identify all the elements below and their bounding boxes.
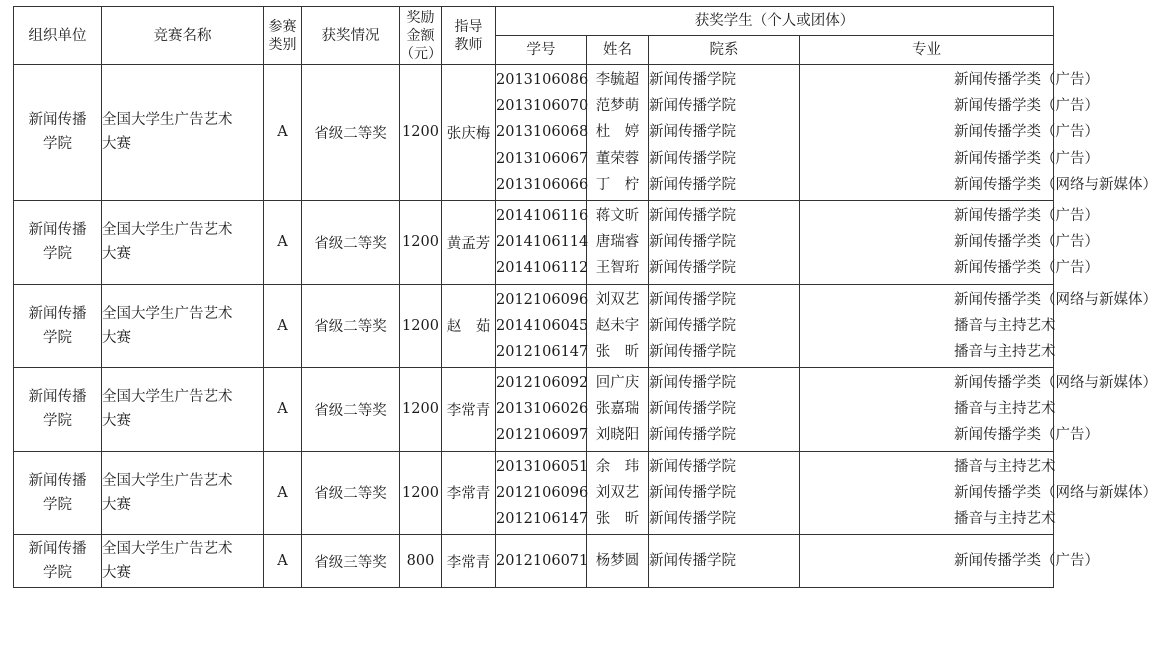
student-name-cell <box>587 451 649 535</box>
competition-line1: 全国大学生广告艺术 <box>102 222 233 239</box>
student-id-cell <box>496 284 587 368</box>
competition-line2: 大赛 <box>102 413 131 430</box>
department-cell <box>649 451 800 535</box>
student-department: 新闻传播学院 <box>649 401 736 418</box>
student-name-cell <box>587 65 649 201</box>
org-cell <box>14 200 102 284</box>
student-department: 新闻传播学院 <box>649 511 736 527</box>
header-teacher-line2: 教师 <box>454 36 483 53</box>
org-line2: 学院 <box>43 413 72 430</box>
competition-line1: 全国大学生广告艺术 <box>102 472 233 489</box>
awards-sheet <box>13 6 1157 588</box>
student-id-cell <box>496 451 587 535</box>
student-name: 李毓超 <box>595 72 640 88</box>
student-department: 新闻传播学院 <box>649 98 736 115</box>
competition-cell <box>102 451 264 535</box>
student-major: 新闻传播学类（网络与新媒体） <box>954 176 1157 193</box>
amount-cell: 1200 <box>400 65 442 201</box>
header-teacher <box>442 7 496 65</box>
student-name: 张嘉瑞 <box>595 401 640 418</box>
department-cell <box>649 200 800 284</box>
student-major: 播音与主持艺术 <box>954 401 1056 418</box>
student-major: 播音与主持艺术 <box>954 511 1056 527</box>
header-amount-line2: 金额 <box>406 27 435 44</box>
major-cell <box>800 65 1157 201</box>
category-cell: A <box>264 200 302 284</box>
student-id: 2012106096 <box>496 291 589 308</box>
competition-cell <box>102 535 264 588</box>
student-name: 杜 婷 <box>595 124 640 141</box>
student-department: 新闻传播学院 <box>649 458 736 475</box>
student-major: 新闻传播学类（广告） <box>954 207 1099 224</box>
department-cell <box>649 535 800 588</box>
award-cell: 省级二等奖 <box>302 200 400 284</box>
org-cell <box>14 451 102 535</box>
student-id-cell <box>496 200 587 284</box>
major-cell <box>800 368 1157 452</box>
table-row <box>14 65 1054 201</box>
student-department: 新闻传播学院 <box>649 72 736 88</box>
table-row <box>14 368 1054 452</box>
student-id: 2014106116 <box>496 207 589 224</box>
competition-line2: 大赛 <box>102 496 131 513</box>
student-id: 2012106147 <box>496 511 589 527</box>
major-cell <box>800 451 1157 535</box>
category-cell: A <box>264 451 302 535</box>
table-row <box>14 200 1054 284</box>
category-cell: A <box>264 65 302 201</box>
student-id: 2012106092 <box>496 375 589 392</box>
student-name: 刘双艺 <box>595 291 640 308</box>
teacher-cell: 黄孟芳 <box>442 200 496 284</box>
student-id: 2013106066 <box>496 176 589 193</box>
header-category <box>264 7 302 65</box>
student-id: 2012106096 <box>496 484 589 501</box>
student-name: 董荣蓉 <box>595 150 640 167</box>
student-department: 新闻传播学院 <box>649 291 736 308</box>
student-department: 新闻传播学院 <box>649 375 736 392</box>
org-cell <box>14 65 102 201</box>
student-id: 2014106045 <box>496 317 589 334</box>
org-cell <box>14 535 102 588</box>
student-major: 新闻传播学类（广告） <box>954 72 1099 88</box>
header-category-line1: 参赛 <box>268 18 297 35</box>
student-major: 新闻传播学类（广告） <box>954 553 1099 570</box>
major-cell <box>800 284 1157 368</box>
header-student-id: 学号 <box>496 36 587 65</box>
category-cell: A <box>264 368 302 452</box>
header-students: 获奖学生（个人或团体） <box>496 7 1054 36</box>
org-line1: 新闻传播 <box>28 389 87 406</box>
student-id-cell <box>496 368 587 452</box>
student-department: 新闻传播学院 <box>649 427 736 444</box>
student-name-cell <box>587 200 649 284</box>
competition-line1: 全国大学生广告艺术 <box>102 541 233 558</box>
competition-line1: 全国大学生广告艺术 <box>102 389 233 406</box>
competition-line2: 大赛 <box>102 565 131 582</box>
student-department: 新闻传播学院 <box>649 150 736 167</box>
student-name: 张 昕 <box>595 343 640 360</box>
competition-line2: 大赛 <box>102 136 131 153</box>
student-id: 2014106114 <box>496 234 589 251</box>
competition-line2: 大赛 <box>102 329 131 346</box>
org-line2: 学院 <box>43 136 72 153</box>
student-major: 播音与主持艺术 <box>954 458 1056 475</box>
student-id: 2013106070 <box>496 98 589 115</box>
student-department: 新闻传播学院 <box>649 260 736 277</box>
student-id: 2013106068 <box>496 124 589 141</box>
student-id: 2014106112 <box>496 260 589 277</box>
teacher-cell: 李常青 <box>442 451 496 535</box>
table-row <box>14 535 1054 588</box>
student-name: 赵未宇 <box>595 317 640 334</box>
student-major: 新闻传播学类（网络与新媒体） <box>954 291 1157 308</box>
student-name: 刘双艺 <box>595 484 640 501</box>
student-name: 刘晓阳 <box>595 427 640 444</box>
student-name: 丁 柠 <box>595 176 640 193</box>
org-line1: 新闻传播 <box>28 541 87 558</box>
org-line2: 学院 <box>43 565 72 582</box>
table-row <box>14 451 1054 535</box>
competition-cell <box>102 200 264 284</box>
student-major: 播音与主持艺术 <box>954 343 1056 360</box>
student-name: 杨梦圆 <box>595 553 640 570</box>
award-cell: 省级二等奖 <box>302 284 400 368</box>
student-department: 新闻传播学院 <box>649 484 736 501</box>
header-teacher-line1: 指导 <box>454 18 483 35</box>
header-competition: 竞赛名称 <box>102 7 264 65</box>
org-line2: 学院 <box>43 496 72 513</box>
department-cell <box>649 368 800 452</box>
student-name: 王智珩 <box>595 260 640 277</box>
table-row <box>14 284 1054 368</box>
student-id: 2012106147 <box>496 343 589 360</box>
award-cell: 省级三等奖 <box>302 535 400 588</box>
amount-cell: 1200 <box>400 451 442 535</box>
table-header <box>14 7 1054 65</box>
student-department: 新闻传播学院 <box>649 343 736 360</box>
student-major: 新闻传播学类（网络与新媒体） <box>954 375 1157 392</box>
student-name: 唐瑞睿 <box>595 234 640 251</box>
header-name: 姓名 <box>587 36 649 65</box>
student-name-cell <box>587 368 649 452</box>
header-amount-line3: （元） <box>400 45 442 62</box>
student-id: 2013106067 <box>496 150 589 167</box>
student-id-cell <box>496 535 587 588</box>
org-line2: 学院 <box>43 329 72 346</box>
competition-cell <box>102 368 264 452</box>
competition-cell <box>102 65 264 201</box>
student-name: 张 昕 <box>595 511 640 527</box>
major-cell <box>800 535 1099 588</box>
competition-cell <box>102 284 264 368</box>
student-name: 余 玮 <box>595 458 640 475</box>
department-cell <box>649 65 800 201</box>
amount-cell: 1200 <box>400 200 442 284</box>
header-amount <box>400 7 442 65</box>
student-id: 2012106071 <box>496 553 589 570</box>
student-id: 2013106086 <box>496 72 589 88</box>
student-id: 2013106051 <box>496 458 589 475</box>
header-award: 获奖情况 <box>302 7 400 65</box>
teacher-cell: 李常青 <box>442 535 496 588</box>
student-department: 新闻传播学院 <box>649 207 736 224</box>
competition-line1: 全国大学生广告艺术 <box>102 112 233 129</box>
org-line1: 新闻传播 <box>28 112 87 129</box>
major-cell <box>800 200 1099 284</box>
awards-table <box>13 6 1157 588</box>
category-cell: A <box>264 284 302 368</box>
header-major: 专业 <box>800 36 1054 65</box>
amount-cell: 1200 <box>400 368 442 452</box>
student-major: 新闻传播学类（广告） <box>954 124 1099 141</box>
student-department: 新闻传播学院 <box>649 553 736 570</box>
student-department: 新闻传播学院 <box>649 176 736 193</box>
header-department: 院系 <box>649 36 800 65</box>
student-major: 新闻传播学类（广告） <box>954 427 1099 444</box>
student-department: 新闻传播学院 <box>649 317 736 334</box>
student-name-cell <box>587 284 649 368</box>
student-name: 回广庆 <box>595 375 640 392</box>
org-line1: 新闻传播 <box>28 222 87 239</box>
award-cell: 省级二等奖 <box>302 65 400 201</box>
student-id: 2012106097 <box>496 427 589 444</box>
student-department: 新闻传播学院 <box>649 124 736 141</box>
amount-cell: 1200 <box>400 284 442 368</box>
student-major: 新闻传播学类（网络与新媒体） <box>954 484 1157 501</box>
header-org: 组织单位 <box>14 7 102 65</box>
category-cell: A <box>264 535 302 588</box>
award-cell: 省级二等奖 <box>302 451 400 535</box>
student-name-cell <box>587 535 649 588</box>
org-cell <box>14 284 102 368</box>
department-cell <box>649 284 800 368</box>
award-cell: 省级二等奖 <box>302 368 400 452</box>
student-major: 新闻传播学类（广告） <box>954 260 1099 277</box>
org-line1: 新闻传播 <box>28 472 87 489</box>
teacher-cell: 赵 茹 <box>442 284 496 368</box>
student-department: 新闻传播学院 <box>649 234 736 251</box>
header-category-line2: 类别 <box>268 36 297 53</box>
header-amount-line1: 奖励 <box>406 9 435 26</box>
teacher-cell: 李常青 <box>442 368 496 452</box>
org-line2: 学院 <box>43 246 72 263</box>
competition-line2: 大赛 <box>102 246 131 263</box>
student-major: 新闻传播学类（广告） <box>954 150 1099 167</box>
org-line1: 新闻传播 <box>28 305 87 322</box>
student-major: 新闻传播学类（广告） <box>954 234 1099 251</box>
student-name: 蒋文昕 <box>595 207 640 224</box>
student-major: 播音与主持艺术 <box>954 317 1056 334</box>
student-name: 范梦萌 <box>595 98 640 115</box>
org-cell <box>14 368 102 452</box>
student-id: 2013106026 <box>496 401 589 418</box>
amount-cell: 800 <box>400 535 442 588</box>
student-major: 新闻传播学类（广告） <box>954 98 1099 115</box>
student-id-cell <box>496 65 587 201</box>
teacher-cell: 张庆梅 <box>442 65 496 201</box>
competition-line1: 全国大学生广告艺术 <box>102 305 233 322</box>
table-body <box>14 65 1157 588</box>
